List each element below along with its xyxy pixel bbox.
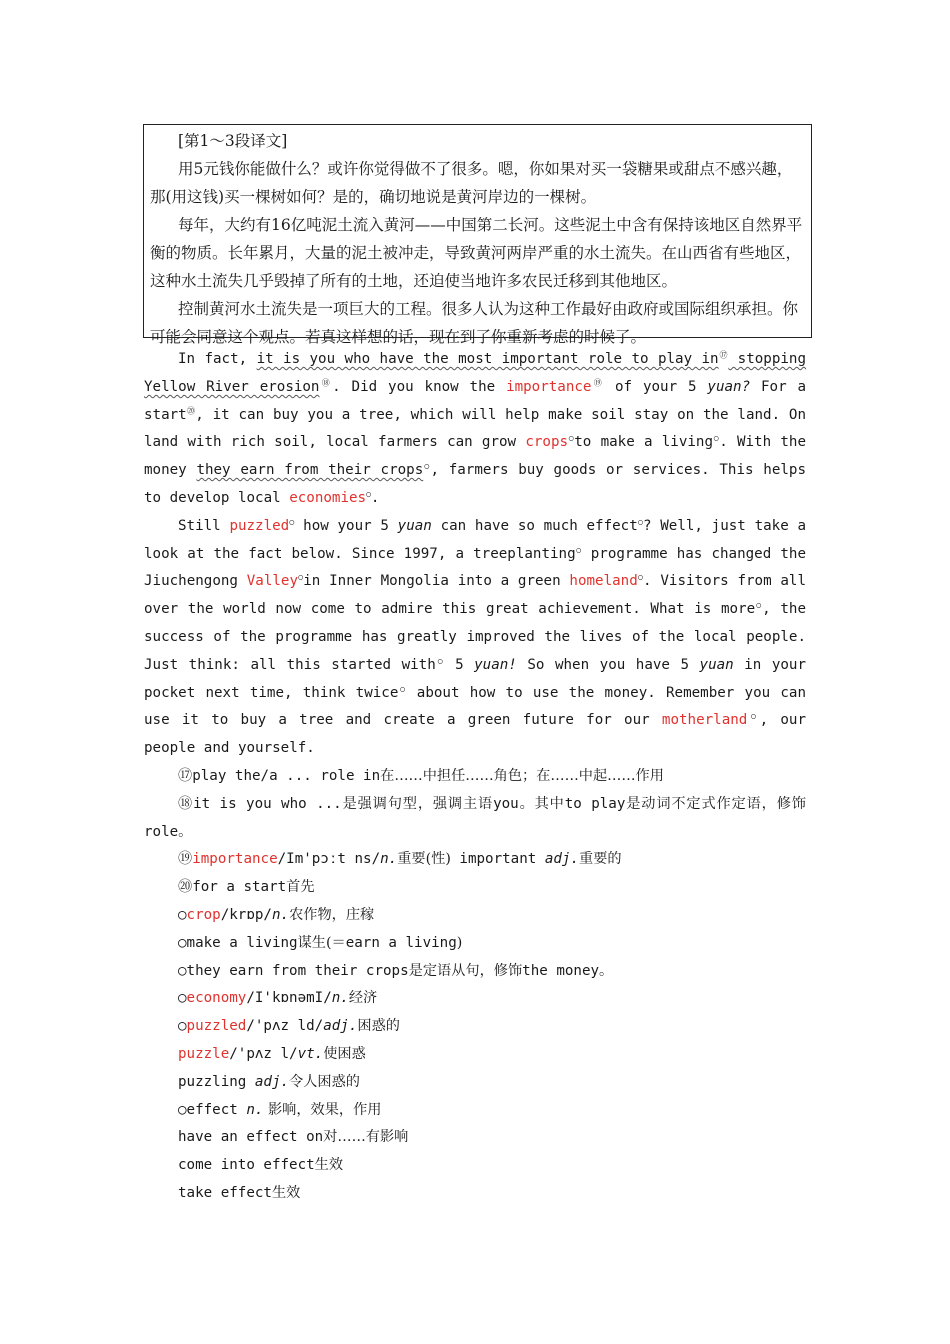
vocab-word: motherland (661, 712, 748, 729)
note-have-an-effect: have an effect on对……有影响 (178, 1129, 409, 1146)
note-come-into-effect: come into effect生效 (178, 1157, 344, 1174)
note-crop: ○crop/krɒp/n.农作物，庄稼 (178, 906, 375, 923)
passage-paragraph-1: In fact, it is you who have the most important role to play in⑰ stopping Yellow River erosion⑱. Did you know the importance⑲ of your 5 yuan? For a start⑳, it can buy you a tree, which will help make soil stay on the land. On land with rich soil, local farmers can grow crops○to make a living○. With the money they earn from their crops○, farmers buy goods or services. This helps to develop local economies○. (144, 350, 807, 506)
translation-box (143, 124, 812, 346)
vocab-word: economies (289, 489, 367, 506)
note-19: ⑲importance/Im'pɔːt ns/n.重要(性) important adj.重要的 (178, 851, 622, 868)
translation-paragraph-1: 用5元钱你能做什么？或许你觉得做不了很多。嗯，你如果对买一袋糖果或甜点不感兴趣，那(用这钱)买一棵树如何？是的，确切地说是黄河岸边的一棵树。 (150, 160, 793, 206)
note-18: ⑱it is you who ...是强调句型，强调主语you。其中to play是动词不定式作定语，修饰role。 (144, 795, 806, 840)
translation-label: [第1～3段译文] (178, 132, 288, 150)
vocab-word: homeland (569, 573, 638, 590)
note-take-effect: take effect生效 (178, 1184, 301, 1201)
vocab-word: Valley (246, 573, 298, 590)
translation-paragraph-2: 每年，大约有16亿吨泥土流入黄河——中国第二长河。这些泥土中含有保持该地区自然界平衡的物质。长年累月，大量的泥土被冲走，导致黄河两岸严重的水土流失。在山西省有些地区，这种水土流失几乎毁掉了所有的土地，还迫使当地许多农民迁移到其他地区。 (150, 216, 803, 290)
wavy-underline: it is you who have the most important role to play in (256, 351, 719, 367)
note-puzzled: ○puzzled/'pʌz ld/adj.困惑的 (178, 1018, 400, 1035)
wavy-underline: stopping Yellow River erosion (144, 351, 807, 395)
passage-body (144, 346, 806, 1208)
note-puzzle: puzzle/'pʌz l/vt.使困惑 (178, 1045, 366, 1062)
wavy-underline: they earn from their crops (196, 462, 424, 479)
note-clause: ○they earn from their crops是定语从句，修饰the money。 (178, 962, 614, 979)
note-economy: ○economy/I'kɒnəmI/n.经济 (178, 990, 378, 1007)
note-make-a-living: ○make a living谋生(＝earn a living) (178, 934, 463, 951)
note-puzzling: puzzling adj.令人困惑的 (178, 1073, 360, 1090)
vocab-word: crops (525, 434, 569, 451)
vocab-word: puzzled (229, 517, 290, 534)
note-effect: ○effect n. 影响，效果，作用 (178, 1101, 382, 1118)
translation-paragraph-3: 控制黄河水土流失是一项巨大的工程。很多人认为这种工作最好由政府或国际组织承担。你可能会同意这个观点。若真这样想的话，现在到了你重新考虑的时候了。 (150, 300, 799, 346)
note-17: ⑰play the/a ... role in在……中担任……角色；在……中起……作用 (178, 767, 664, 784)
passage-paragraph-2: Still puzzled○ how your 5 yuan can have so much effect○? Well, just take a look at the fact below. Since 1997, a treeplanting○ programme has changed the Jiuchengong Valley○in Inner Mongolia into a green homeland○. Visitors from all over the world now come to admire this great achievement. What is more○, the success of the programme has greatly improved the lives of the local people. Just think: all this started with○ 5 yuan! So when you have 5 yuan in your pocket next time, think twice○ about how to use the money. Remember you can use it to buy a tree and create a green future for our motherland○, our people and yourself. (144, 517, 807, 757)
note-20: ⑳for a start首先 (178, 879, 315, 896)
vocab-word: importance (506, 378, 592, 395)
